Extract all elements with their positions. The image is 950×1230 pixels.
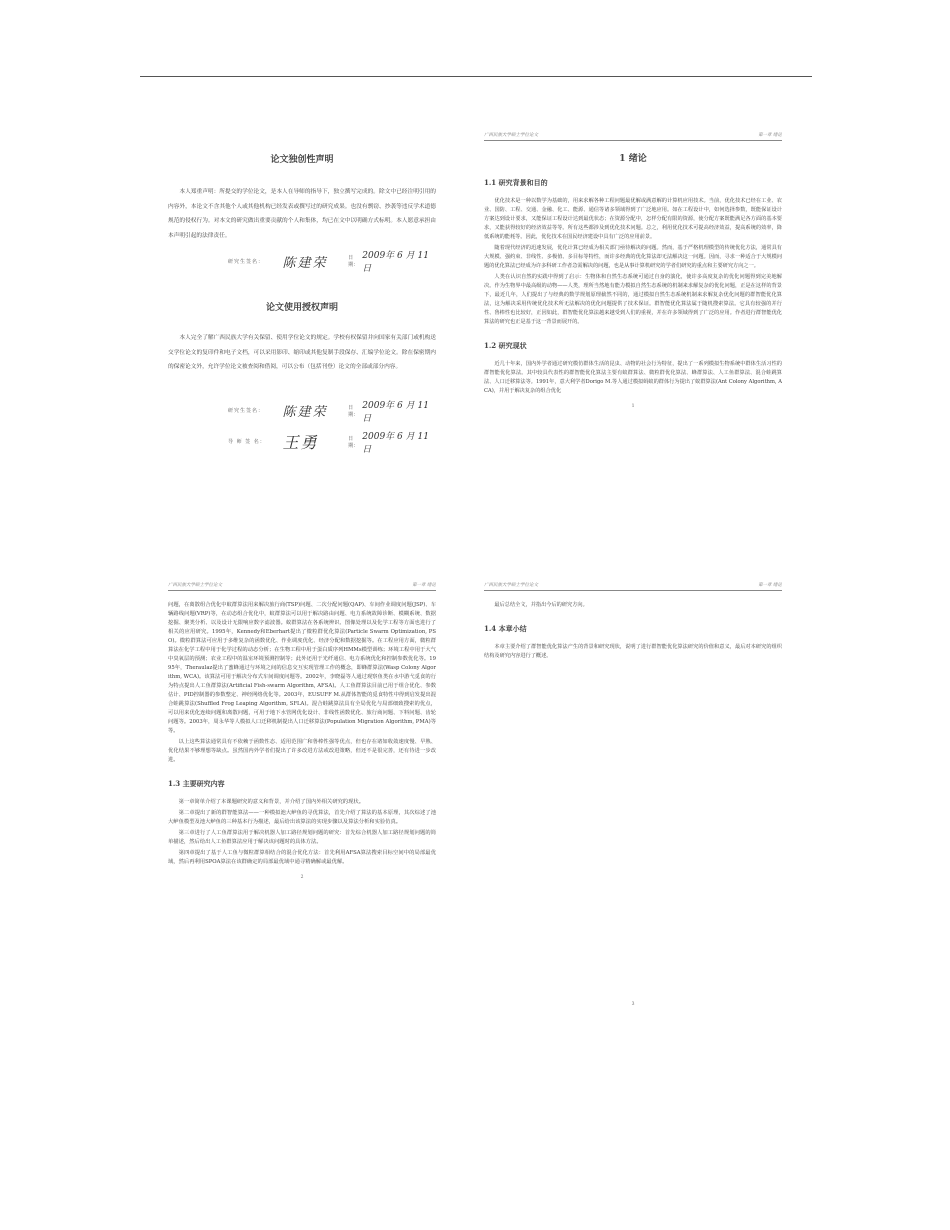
sig-label: 研究生签名： xyxy=(228,408,265,414)
sig-date: 2009年 6 月 11 日 xyxy=(362,431,429,455)
paragraph: 本章主要介绍了群智能优化算法产生的背景和研究现状，说明了进行群智能优化算法研究的价值和意义，最后对本研究的组织结构及研究内容进行了概述。 xyxy=(484,644,782,659)
authorization-text: 本人完全了解广西民族大学有关保留、使用学位论文的规定。学校有权保留并向国家有关部门或机构送交学位论文的复印件和电子文档，可以采用影印、缩印或其他复制手段保存、汇编学位论文。除在保密期内的保密论文外，允许学位论文被查阅和借阅，可以公布（包括刊登）论文的全部或部分内容。 xyxy=(168,335,436,370)
running-header xyxy=(484,582,782,591)
header-left: 广西民族大学硕士学位论文 xyxy=(168,583,222,588)
page-number: 1 xyxy=(631,404,635,409)
paragraph: 人类在认识自然的实践中得到了启示：生物体和自然生态系统可通过自身的演化，使许多高度复杂的优化问题得到完美地解决。作为生物界中最高级的动物——人类，理所当然地有能力模拟自然生态系统的机制来求解复杂的优化问题，正是在这样的背景下，最近几年，人们提出了与经典的数学规划原理截然不同的，通过模拟自然生态系统机制来求解复杂优化问题的群智能优化算法，这为解决采用传统优化技术所无法解决的优化问题提供了技术保证。群智能优化算法属于随机搜索算法。它具有较强的并行性、鲁棒性也比较好，正因如此，群智能优化算法越来越受到人们的重视，并在许多领域得到了广泛的应用。作者进行群智能优化算法的研究也正是基于这一背景而展开的。 xyxy=(484,274,782,325)
originality-text: 本人郑重声明：所提交的学位论文，是本人在导师的指导下，独立撰写完成的。除文中已经注明引用的内容外，本论文不含其他个人或其他机构已经发表或撰写过的研究成果。也没有剽窃、抄袭等违反学术道德规范的侵权行为。对本文的研究做出重要贡献的个人和集体，均已在文中以明确方式标明。本人愿意承担由本声明引起的法律责任。 xyxy=(168,189,436,239)
paragraph: 以上这些算法通常具有不依赖于函数性态、适用范围广和鲁棒性强等优点，但也存在诸如收敛速度慢、早熟、优化结果不够理想等缺点。虽然国内外学者们提出了许多改进方法或改进策略，但还不是很完善，还有待进一步改进。 xyxy=(168,739,436,763)
page-number: 2 xyxy=(300,875,304,880)
header-right: 第一章 绪论 xyxy=(758,133,782,138)
sig-label: 研究生签名： xyxy=(228,258,265,265)
originality-title: 论文独创性声明 xyxy=(270,155,334,165)
signature-line-student-1 xyxy=(168,248,436,274)
paragraph: 近几十年来，国内外学者通过研究模仿群体生活的昆虫、动物的社会行为特征，提出了一系列模拟生物系统中群体生活习性的群智能优化算法。其中较具代表性的群智能优化算法主要有蚁群算法、微粒群优化算法、蜂群算法、人工鱼群算法、混合蛙跳算法、人口迁移算法等。1991年，意大利学者Dorigo M.等人通过模拟蚂蚁的群体行为提出了蚁群算法(Ant Colony Algorithm, ACA)，并用于解决复杂的组合优化 xyxy=(484,361,782,394)
header-right: 第一章 绪论 xyxy=(758,583,782,588)
top-rule xyxy=(140,76,812,77)
sig-date-label: 日期： xyxy=(348,255,359,268)
paragraph: 第三章进行了人工鱼群算法用于解决机器人加工路径规划问题的研究：首先综合机器人加工路径规划问题的简单描述，然后给出人工鱼群算法应用于解决该问题时的具体方法。 xyxy=(168,830,436,845)
page-declarations xyxy=(168,150,436,530)
sig-label: 导 师 签 名： xyxy=(228,439,266,445)
paragraph: 最后总结全文，并指出今后的研究方向。 xyxy=(494,602,588,608)
signature-line-student-2 xyxy=(168,398,436,424)
header-left: 广西民族大学硕士学位论文 xyxy=(484,583,538,588)
sig-date: 2009年 6 月 11 日 xyxy=(362,251,429,274)
header-right: 第一章 绪论 xyxy=(412,583,436,588)
handwritten-signature: 陈建荣 xyxy=(282,405,328,420)
paragraph: 第四章提出了基于人工鱼与微粒群算相结合的混合优化方法：首先利用AFSA算法搜索目标空间中的局部最优域，然后再利用SPOA算法在该群确定的局部最优域中通寻精确解或最优解。 xyxy=(168,850,436,865)
section-title: 1.2 研究现状 xyxy=(484,341,527,350)
section-title: 1.4 本章小结 xyxy=(484,624,527,633)
sig-date-label: 日期： xyxy=(348,404,359,418)
chapter-title: 1 绪论 xyxy=(619,154,647,164)
paragraph: 优化技术是一种以数学为基础的，用来求解各种工程问题最优解或满意解的计算机应用技术。当前，优化技术已经在工业、农业、国防、工程、交通、金融、化工、能源、通信等诸多领域得到了广泛地应用。如在工程设计中，如何选择参数，既能保证设计方案达到设计要求，又能保证工程设计达到最优状态；在资源分配中，怎样分配有限的资源，使分配方案既能满足各方面的基本要求，又能获得较好的经济效益等等。所有这些都涉及到优化技术问题。总之，利用优化技术可提高经济效益，提高系统的效率，降低系统的能耗等。因此，优化技术在国民经济建设中具有广泛的应用前景。 xyxy=(484,198,782,240)
running-header xyxy=(484,132,782,141)
section-title: 1.1 研究背景和目的 xyxy=(484,178,548,187)
sig-date: 2009年 6 月 11 日 xyxy=(362,400,429,424)
section-title: 1.3 主要研究内容 xyxy=(168,779,225,788)
paragraph: 问题，在离散组合优化中蚁群算法用来解决旅行商(TSP)问题、二次分配问题(QAP)、车间作业调度问题(JSP)、车辆路线问题(VRP)等，在动态组合优化中，蚁群算法可以用于解决路由问题、电力系统故障诊断、模糊系统、数据挖掘、聚类分析、以及设计无限响应数字滤波器。蚁群算法在各系统辨识、图像处理以及化学工程等方面也进行了相关的应用研究。1995年，Kennedy和Eberhart提出了微粒群优化算法(Particle Swarm Optimization, PSO)。微粒群算法可应用于多维复杂的函数优化、作业调度优化、经济分配和数据挖掘等。在工程应用方面，微粒群算法在化学工程中用于化学过程的动态分析；在生物工程中用于蛋白质序列HMMs模型训练；环境工程中用于大气中臭氧层的预测；农业工程中的温室环境预测控制等；此外还用于光纤通信、电力系统优化和控制参数优化等。1995年，Theraulaz提出了蜜蜂通过与环境之间的信息交互实现管理工作的概念，即蜂群算法(Wasp Colony Algorithm, WCA)。该算法可用于解决分布式车间调度问题等。2002年，李晓磊等人通过观察鱼类在水中游弋觅食的行为特点提出人工鱼群算法(Artificial Fish-swarm Algorithm, AFSA)。人工鱼群算法目前已用于组合优化、参数估计、PID控制器的参数整定、神经网络优化等。2003年，EUSUFF M.从群体智能的觅食特性中得到启发提出混合蛙跳算法(Shuffled Frog Leaping Algorithm, SFLA)。混合蛙跳算法具有全局优化与局部细致搜索的优点，可以用来优化连续问题和离散问题，可用于地下水管网优化设计、非线性函数优化、旅行商问题、下料问题、齿轮问题等。2003年，周永华等人模拟人口迁移机制提出人口迁移算法(Population Migration Algorithm, PMA)等等。 xyxy=(168,602,436,734)
header-left: 广西民族大学硕士学位论文 xyxy=(484,133,538,138)
handwritten-signature: 王勇 xyxy=(282,433,319,452)
sig-date-label: 日期： xyxy=(348,435,359,449)
authorization-title: 论文使用授权声明 xyxy=(265,303,338,313)
paragraph: 第二章提出了新的群智能算法——一种模拟池大鲈鱼的寻优算法，首先介绍了算法的基本原理，其次综述了池大鲈鱼模型及池大鲈鱼的三种基本行为描述，最后给出该算法的实现步骤以及算法分析和实验仿真。 xyxy=(168,810,436,825)
paragraph: 随着现代经济的迅速发展，优化计算已经成为相关部门亟待解决的问题。然而，基于严格机理模型的传统优化方法，通常具有大规模、强约束、非线性、多极值、多目标等特性，而许多经典的优化算法却无法解决这一问题。因而，寻求一种适合于大规模问题的优化算法已经成为许多科研工作者急需解决的问题，也是从事计算机研究的学者们研究的重点和主要研究方向之一。 xyxy=(484,245,782,269)
page-number: 3 xyxy=(631,1002,635,1007)
page-chapter1-cont xyxy=(168,582,436,1014)
page-chapter1-summary xyxy=(484,582,782,1022)
paragraph: 第一章简单介绍了本课题研究的意义和背景，并介绍了国内外相关研究的现状。 xyxy=(178,799,364,805)
signature-line-advisor xyxy=(168,429,436,455)
handwritten-signature: 陈建荣 xyxy=(282,255,328,271)
running-header xyxy=(168,582,436,591)
page-chapter1-start xyxy=(484,132,782,564)
